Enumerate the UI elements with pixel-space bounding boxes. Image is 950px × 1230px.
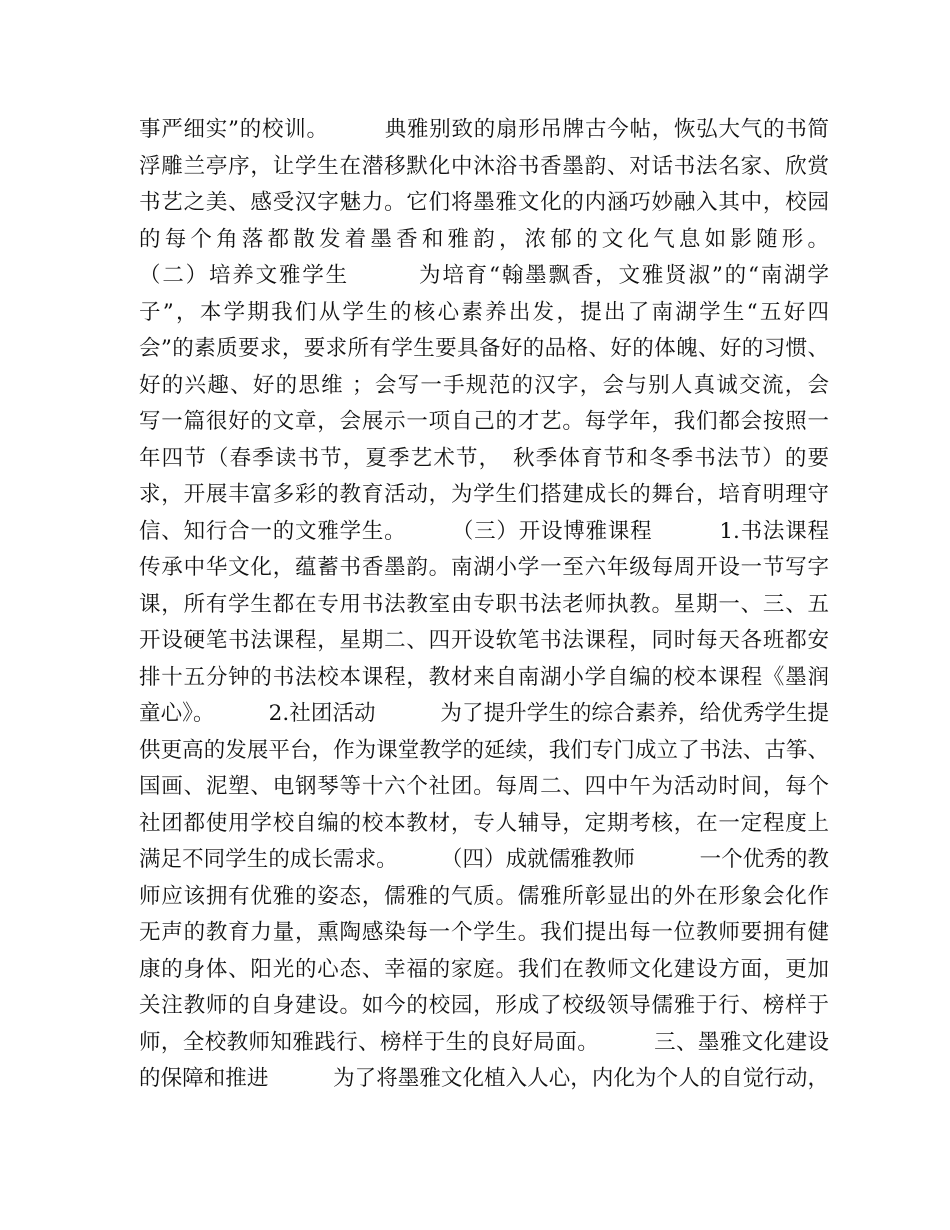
body-text xyxy=(139,112,829,1098)
text-line-4: 的每个角落都散发着墨香和雅韵，浓郁的文化气息如影随形。 xyxy=(139,226,829,252)
text-line-9: 写一篇很好的文章，会展示一项自己的才艺。每学年，我们都会按照一 xyxy=(139,409,829,434)
text-line-25: 关注教师的自身建设。如今的校园，形成了校级领导儒雅于行、榜样于 xyxy=(139,993,829,1018)
text-line-6: 子”，本学期我们从学生的核心素养出发，提出了南湖学生“五好四 xyxy=(139,299,829,325)
text-line-2: 浮雕兰亭序，让学生在潜移默化中沐浴书香墨韵、对话书法名家、欣赏 xyxy=(139,153,829,179)
text-line-11: 求，开展丰富多彩的教育活动，为学生们搭建成长的舞台，培育明理守 xyxy=(139,482,829,507)
text-line-3: 书艺之美、感受汉字魅力。它们将墨雅文化的内涵巧妙融入其中，校园 xyxy=(139,190,829,215)
text-line-12: 信、知行合一的文雅学生。 （三）开设博雅课程 1.书法课程 xyxy=(139,518,829,544)
text-line-21: 满足不同学生的成长需求。 （四）成就儒雅教师 一个优秀的教 xyxy=(139,847,829,872)
text-line-27: 的保障和推进 为了将墨雅文化植入人心，内化为个人的自觉行动， xyxy=(139,1066,829,1091)
text-line-14: 课，所有学生都在专用书法教室由专职书法老师执教。星期一、三、五 xyxy=(139,591,829,617)
text-line-8: 好的兴趣、好的思维 ；会写一手规范的汉字，会与别人真诚交流，会 xyxy=(139,372,829,398)
text-line-19: 国画、泥塑、电钢琴等十六个社团。每周二、四中午为活动时间，每个 xyxy=(139,774,829,799)
text-line-23: 无声的教育力量，熏陶感染每一个学生。我们提出每一位教师要拥有健 xyxy=(139,920,829,945)
text-line-17: 童心》。 2.社团活动 为了提升学生的综合素养，给优秀学生提 xyxy=(139,701,829,726)
text-line-22: 师应该拥有优雅的姿态，儒雅的气质。儒雅所彰显出的外在形象会化作 xyxy=(139,883,829,909)
text-line-7: 会”的素质要求，要求所有学生要具备好的品格、好的体魄、好的习惯、 xyxy=(139,336,829,361)
text-line-13: 传承中华文化，蕴蓄书香墨韵。南湖小学一至六年级每周开设一节写字 xyxy=(139,555,829,580)
text-line-10: 年四节（春季读书节，夏季艺术节， 秋季体育节和冬季书法节）的要 xyxy=(139,445,829,471)
text-line-24: 康的身体、阳光的心态、幸福的家庭。我们在教师文化建设方面，更加 xyxy=(139,956,829,982)
text-line-5: （二）培养文雅学生 为培育“翰墨飘香，文雅贤淑”的“南湖学 xyxy=(139,263,829,288)
text-line-18: 供更高的发展平台，作为课堂教学的延续，我们专门成立了书法、古筝、 xyxy=(139,737,829,763)
text-line-20: 社团都使用学校自编的校本教材，专人辅导，定期考核，在一定程度上 xyxy=(139,810,829,836)
text-line-26: 师，全校教师知雅践行、榜样于生的良好局面。 三、墨雅文化建设 xyxy=(139,1029,829,1055)
text-line-16: 排十五分钟的书法校本课程，教材来自南湖小学自编的校本课程《墨润 xyxy=(139,664,829,690)
text-line-15: 开设硬笔书法课程，星期二、四开设软笔书法课程，同时每天各班都安 xyxy=(139,628,829,653)
text-line-1: 事严细实”的校训。 典雅别致的扇形吊牌古今帖，恢弘大气的书简 xyxy=(139,117,829,142)
